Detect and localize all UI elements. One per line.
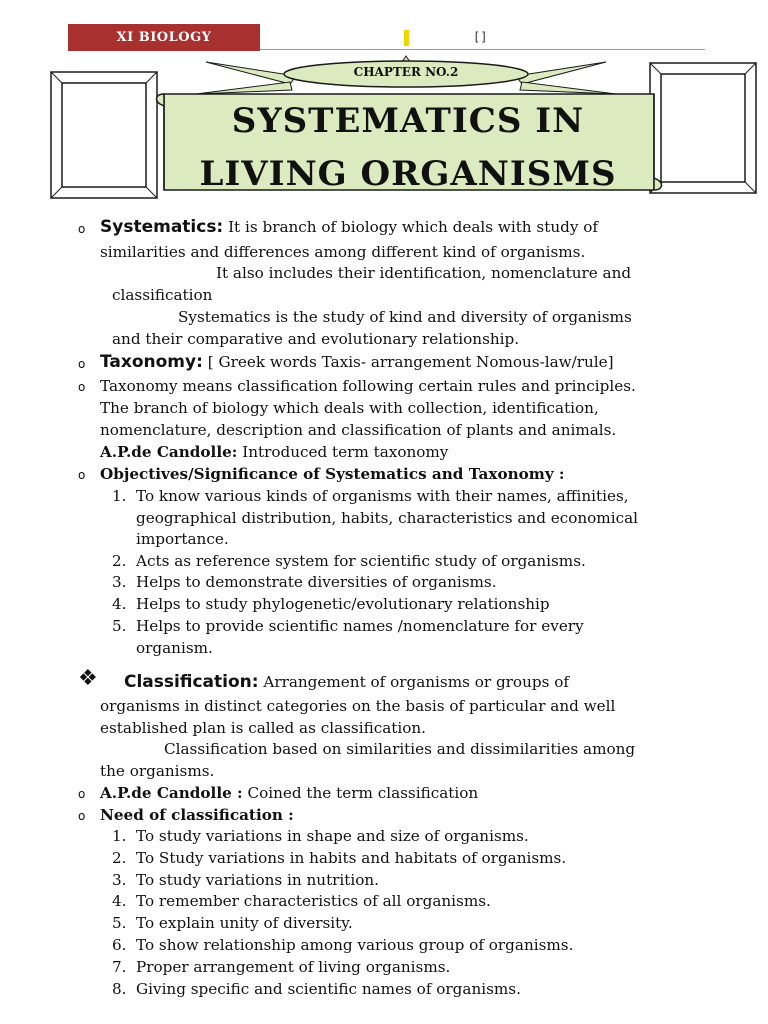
bullet-taxonomy-def: o [78, 380, 86, 394]
objective-item-3: 3. Helps to demonstrate diversities of organisms. [112, 573, 497, 591]
classification-term: Classification: [124, 672, 259, 692]
taxonomy-def-3: nomenclature, description and classification of plants and animals. [100, 421, 617, 439]
objective-item-1-cont: geographical distribution, habits, characteristics and economical [136, 509, 638, 527]
need-item-5: 5. To explain unity of diversity. [112, 914, 353, 932]
taxonomy-etymology: [ Greek words Taxis- arrangement Nomous-law/rule] [207, 353, 614, 371]
bullet-candolle-2: o [78, 787, 86, 801]
systematics-line-1 [100, 216, 598, 238]
systematics-def: It is branch of biology which deals with study of [228, 218, 598, 236]
objective-item-5: 5. Helps to provide scientific names /nomenclature for every [112, 617, 584, 635]
need-item-1: 1. To study variations in shape and size of organisms. [112, 827, 529, 845]
bullet-taxonomy: o [78, 357, 86, 371]
objective-item-1-cont2: importance. [136, 530, 229, 548]
taxonomy-candolle [100, 441, 448, 463]
taxonomy-def-1: Taxonomy means classification following certain rules and principles. [100, 377, 636, 395]
systematics-line-3: It also includes their identification, nomenclature and [216, 264, 632, 282]
taxonomy-term: Taxonomy: [100, 352, 203, 372]
title-line-2: LIVING ORGANISMS [199, 154, 617, 194]
need-item-7: 7. Proper arrangement of living organisms. [112, 958, 451, 976]
systematics-line-5: Systematics is the study of kind and diversity of organisms [178, 308, 632, 326]
chapter-label: CHAPTER NO.2 [353, 65, 459, 79]
objective-item-5-cont: organism. [136, 639, 213, 657]
subject-tag: XI BIOLOGY [68, 24, 260, 51]
bullet-need: o [78, 809, 86, 823]
title-line-1: SYSTEMATICS IN [231, 101, 585, 141]
need-item-3: 3. To study variations in nutrition. [112, 871, 380, 889]
need-item-4: 4. To remember characteristics of all organisms. [112, 892, 491, 910]
candolle-label-2: A.P.de Candolle : [100, 784, 243, 802]
classification-candolle [100, 782, 478, 804]
classification-line-3: established plan is called as classification. [100, 719, 426, 737]
taxonomy-def-2: The branch of biology which deals with collection, identification, [100, 399, 599, 417]
header-rule [260, 49, 705, 50]
classification-line-4: Classification based on similarities and dissimilarities among [164, 740, 636, 758]
objective-item-2: 2. Acts as reference system for scientific study of organisms. [112, 552, 586, 570]
taxonomy-line-1 [100, 351, 614, 373]
yellow-marker [404, 30, 409, 46]
candolle-text-2: Coined the term classification [247, 784, 479, 802]
need-heading: Need of classification : [100, 806, 294, 824]
bracket-mark: [] [473, 30, 488, 44]
objective-item-4: 4. Helps to study phylogenetic/evolutionary relationship [112, 595, 550, 613]
classification-line-1 [124, 671, 569, 693]
left-frame [51, 72, 157, 198]
objective-item-1: 1. To know various kinds of organisms with their names, affinities, [112, 487, 629, 505]
diamond-cluster-icon: ❖ [78, 666, 98, 691]
candolle-text: Introduced term taxonomy [242, 443, 449, 461]
bullet-systematics: o [78, 222, 86, 236]
bullet-objectives: o [78, 468, 86, 482]
right-frame [650, 63, 756, 193]
systematics-line-2: similarities and differences among different kind of organisms. [100, 243, 586, 261]
objectives-heading: Objectives/Significance of Systematics and Taxonomy : [100, 465, 565, 483]
classification-def: Arrangement of organisms or groups of [263, 673, 569, 691]
systematics-line-6: and their comparative and evolutionary relationship. [112, 330, 520, 348]
candolle-label: A.P.de Candolle: [100, 443, 238, 461]
systematics-line-4: classification [112, 286, 213, 304]
systematics-term: Systematics: [100, 217, 224, 237]
classification-line-5: the organisms. [100, 762, 215, 780]
need-item-8: 8. Giving specific and scientific names of organisms. [112, 980, 521, 998]
need-item-2: 2. To Study variations in habits and habitats of organisms. [112, 849, 567, 867]
classification-line-2: organisms in distinct categories on the basis of particular and well [100, 697, 616, 715]
need-item-6: 6. To show relationship among various group of organisms. [112, 936, 574, 954]
